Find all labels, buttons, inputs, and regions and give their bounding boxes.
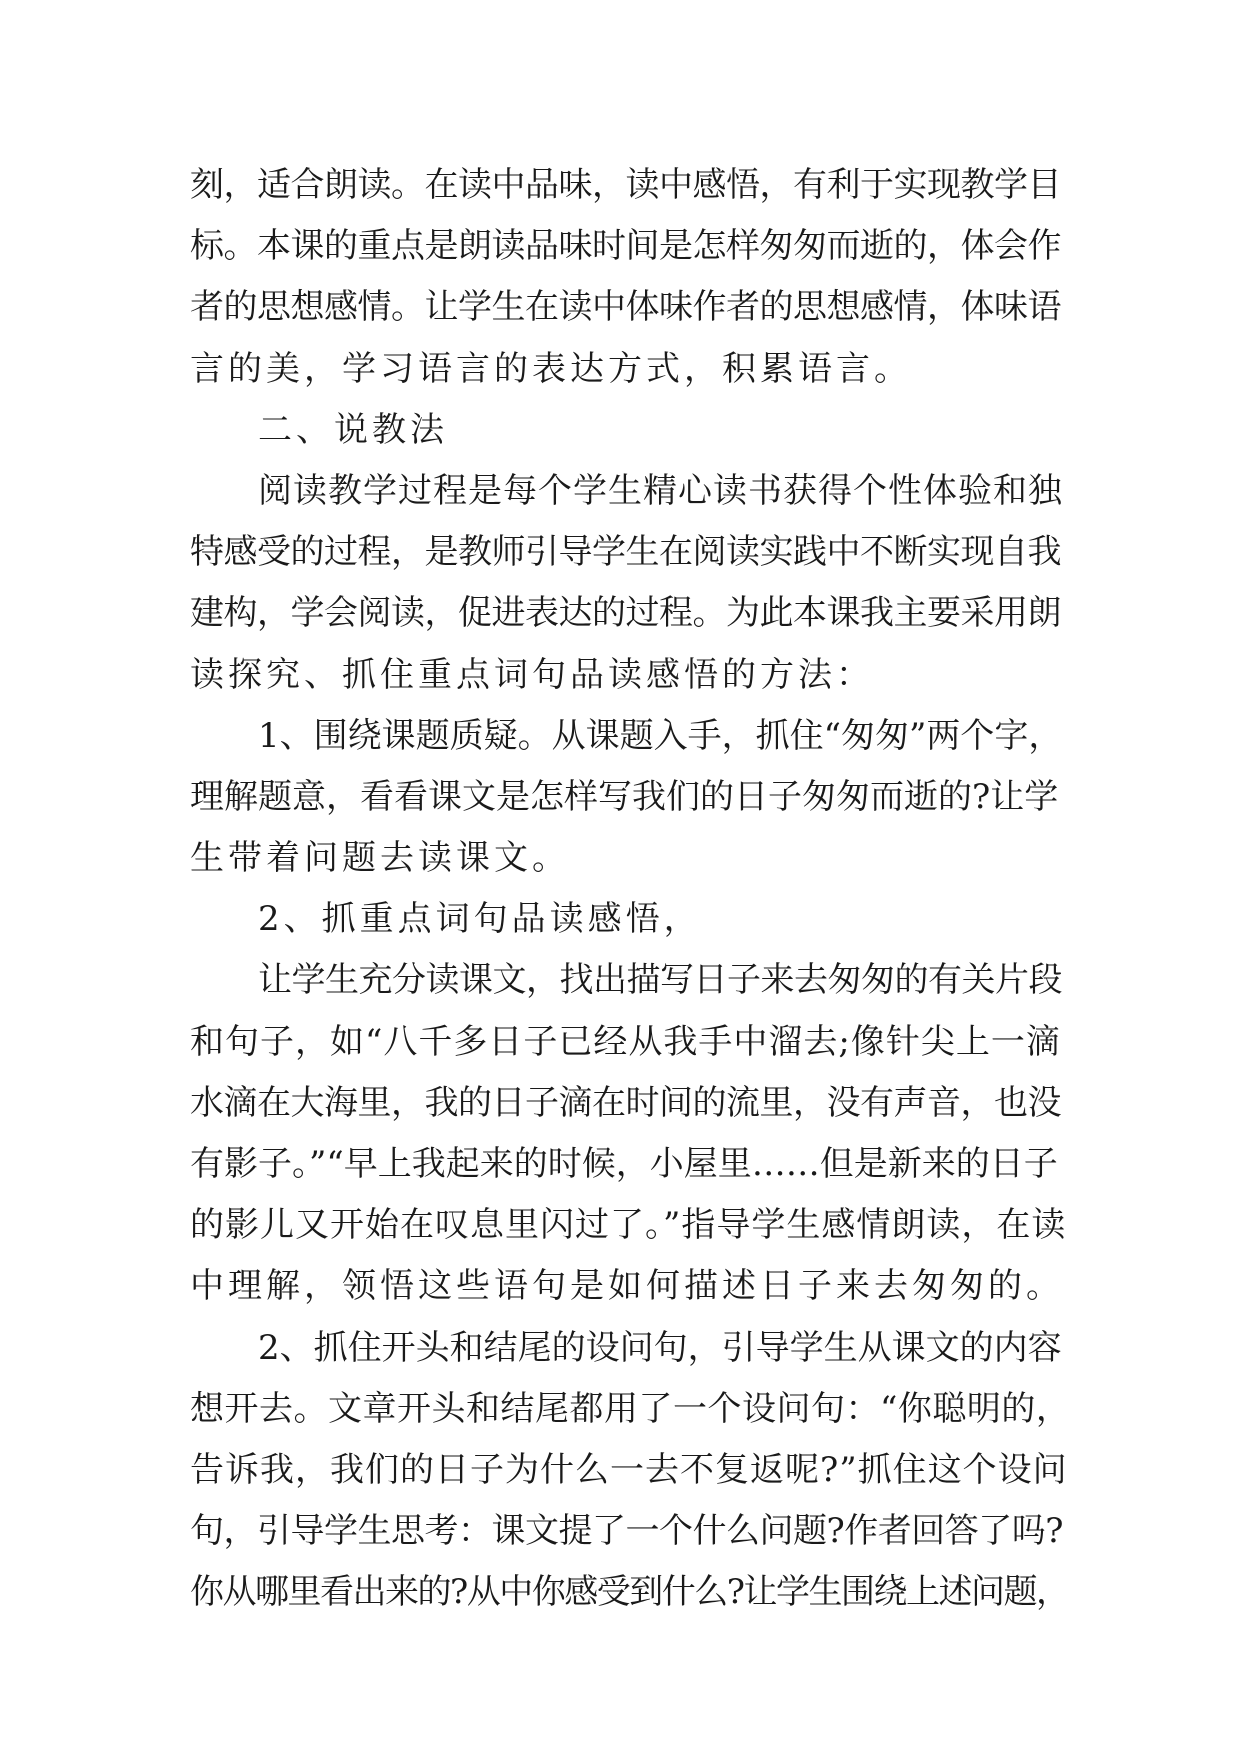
text-line: 者的思想感情。让学生在读中体味作者的思想感情，体味语 <box>190 287 1061 328</box>
text-line: 你从哪里看出来的?从中你感受到什么?让学生围绕上述问题， <box>190 1572 1069 1613</box>
text-line: 建构，学会阅读，促进表达的过程。为此本课我主要采用朗 <box>190 593 1061 634</box>
text-line: 和句子，如“八千多日子已经从我手中溜去;像针尖上一滴 <box>190 1021 1061 1062</box>
text-line: 让学生充分读课文，找出描写日子来去匆匆的有关片段 <box>258 960 1062 1001</box>
document-body <box>190 155 1070 1624</box>
text-line: 言的美，学习语言的表达方式，积累语言。 <box>190 348 912 389</box>
text-line: 刻，适合朗读。在读中品味，读中感悟，有利于实现教学目 <box>190 165 1061 205</box>
text-line: 水滴在大海里，我的日子滴在时间的流里，没有声音，也没 <box>190 1082 1061 1123</box>
text-line: 生带着问题去读课文。 <box>190 838 570 879</box>
text-line: 二、说教法 <box>258 409 448 450</box>
text-line: 2、抓重点词句品读感悟， <box>258 899 702 940</box>
text-line: 告诉我，我们的日子为什么一去不复返呢?”抓住这个设问 <box>190 1449 1068 1490</box>
text-line: 标。本课的重点是朗读品味时间是怎样匆匆而逝的，体会作 <box>190 226 1061 267</box>
text-line: 1、围绕课题质疑。从课题入手，抓住“匆匆”两个字， <box>258 715 1063 756</box>
text-line: 句，引导学生思考：课文提了一个什么问题?作者回答了吗? <box>190 1511 1063 1552</box>
text-line: 中理解，领悟这些语句是如何描述日子来去匆匆的。 <box>190 1266 1064 1307</box>
text-line: 阅读教学过程是每个学生精心读书获得个性体验和独 <box>258 470 1063 511</box>
text-line: 2、抓住开头和结尾的设问句，引导学生从课文的内容 <box>258 1327 1062 1368</box>
text-line: 理解题意，看看课文是怎样写我们的日子匆匆而逝的?让学 <box>190 776 1059 817</box>
text-line: 的影儿又开始在叹息里闪过了。”指导学生感情朗读，在读 <box>190 1205 1067 1246</box>
text-line: 读探究、抓住重点词句品读感悟的方法： <box>190 654 874 695</box>
text-line: 有影子。”“早上我起来的时候，小屋里……但是新来的日子 <box>190 1144 1058 1184</box>
text-line: 想开去。文章开头和结尾都用了一个设问句：“你聪明的， <box>190 1388 1071 1429</box>
text-line: 特感受的过程，是教师引导学生在阅读实践中不断实现自我 <box>190 532 1061 573</box>
